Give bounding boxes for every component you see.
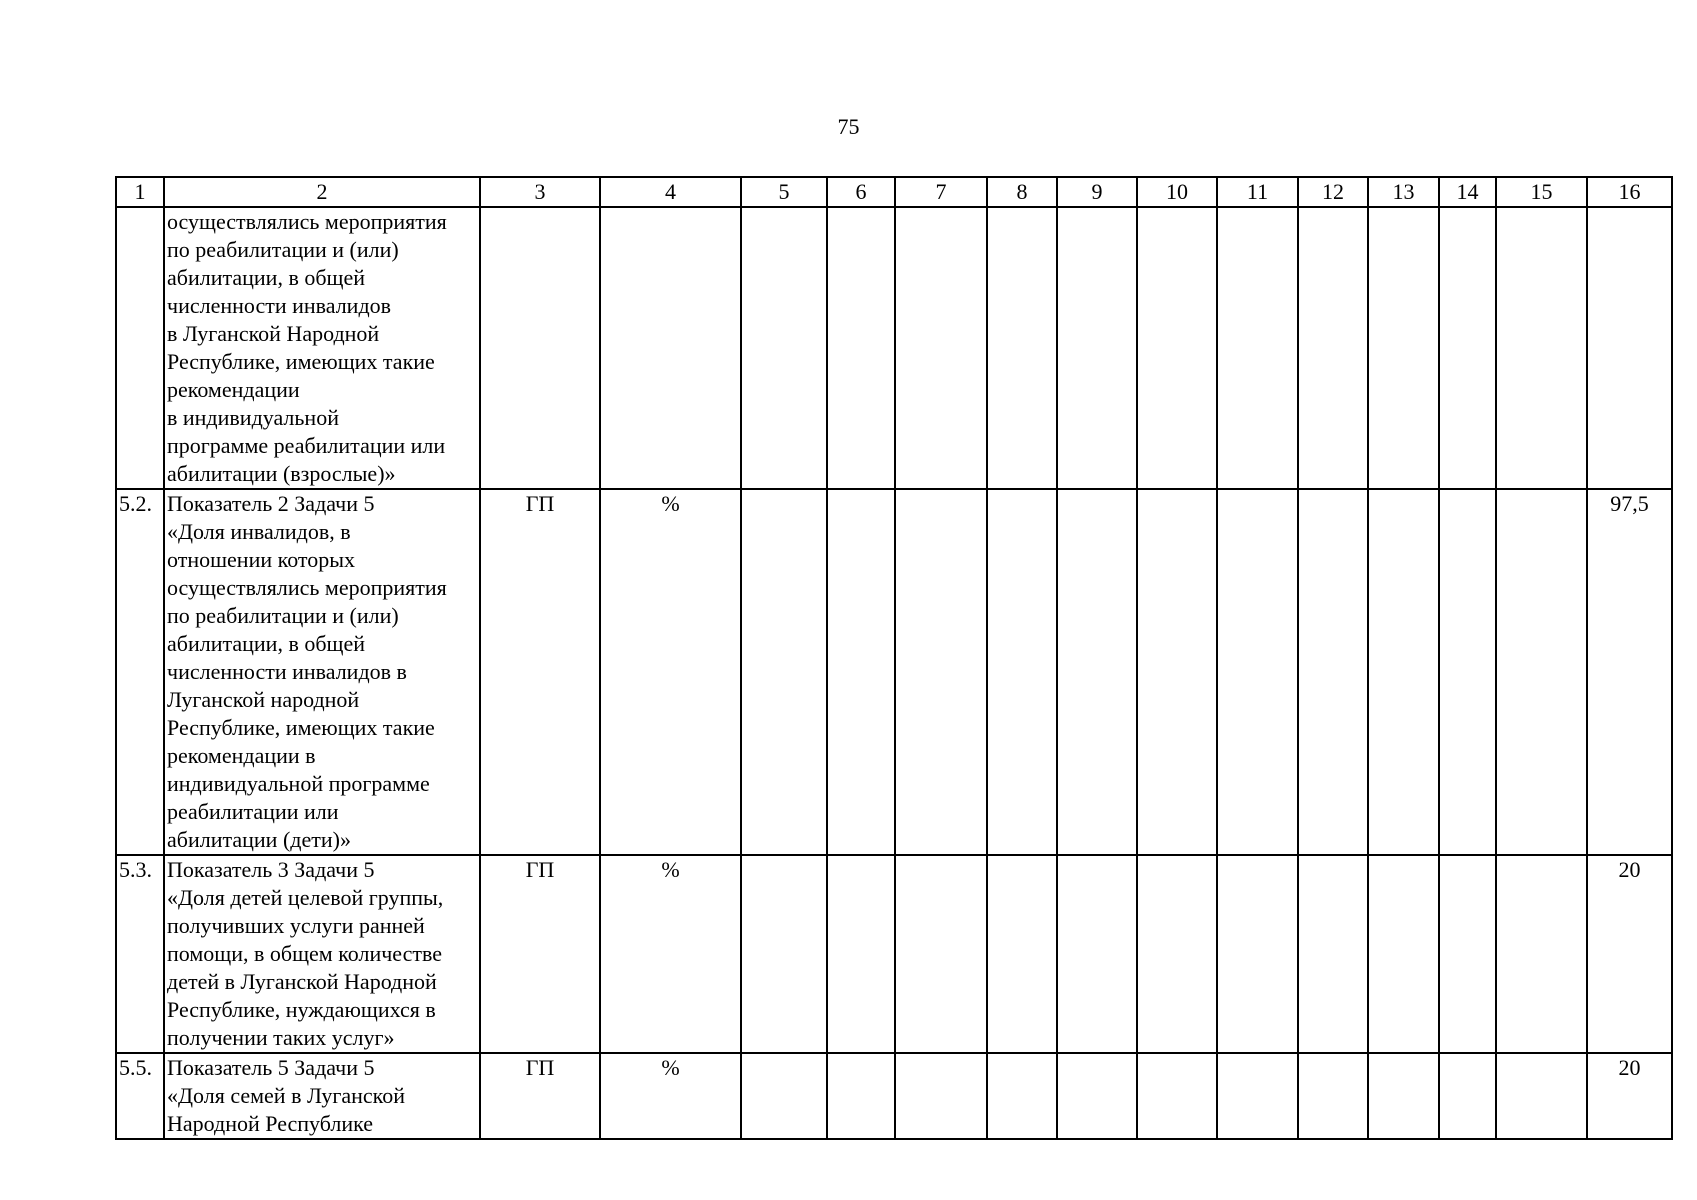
empty-cell — [1217, 489, 1298, 855]
indicator-text: Показатель 3 Задачи 5 «Доля детей целевой группы, получивших услуги ранней помощи, в общем количестве детей в Луганской Народной Республике, нуждающихся в получении таких услуг» — [164, 855, 480, 1053]
header-cell: 8 — [987, 177, 1057, 207]
empty-cell — [1298, 855, 1368, 1053]
header-cell: 14 — [1439, 177, 1496, 207]
empty-cell — [827, 207, 895, 489]
header-cell: 13 — [1368, 177, 1439, 207]
empty-cell — [827, 489, 895, 855]
empty-cell — [1057, 207, 1137, 489]
header-cell: 1 — [116, 177, 164, 207]
empty-cell — [1439, 207, 1496, 489]
empty-cell — [1137, 489, 1217, 855]
header-cell: 15 — [1496, 177, 1587, 207]
empty-cell — [1057, 489, 1137, 855]
indicator-text: Показатель 5 Задачи 5 «Доля семей в Луганской Народной Республике — [164, 1053, 480, 1139]
unit-cell: % — [600, 855, 741, 1053]
empty-cell — [1496, 1053, 1587, 1139]
header-cell: 3 — [480, 177, 600, 207]
empty-cell — [1298, 207, 1368, 489]
empty-cell — [1217, 1053, 1298, 1139]
empty-cell — [987, 489, 1057, 855]
row-number: 5.5. — [116, 1053, 164, 1139]
empty-cell — [1368, 207, 1439, 489]
header-cell: 9 — [1057, 177, 1137, 207]
empty-cell — [1496, 489, 1587, 855]
empty-cell — [1217, 207, 1298, 489]
value-cell — [1587, 207, 1672, 489]
empty-cell — [1298, 489, 1368, 855]
empty-cell — [987, 855, 1057, 1053]
empty-cell — [895, 207, 987, 489]
program-cell: ГП — [480, 1053, 600, 1139]
header-cell: 16 — [1587, 177, 1672, 207]
empty-cell — [1496, 207, 1587, 489]
empty-cell — [1368, 855, 1439, 1053]
row-number — [116, 207, 164, 489]
empty-cell — [1137, 1053, 1217, 1139]
value-cell: 20 — [1587, 855, 1672, 1053]
empty-cell — [1057, 1053, 1137, 1139]
value-cell: 97,5 — [1587, 489, 1672, 855]
empty-cell — [1137, 855, 1217, 1053]
empty-cell — [827, 1053, 895, 1139]
empty-cell — [1439, 1053, 1496, 1139]
table-row — [116, 207, 1672, 489]
row-number: 5.2. — [116, 489, 164, 855]
empty-cell — [987, 1053, 1057, 1139]
empty-cell — [741, 207, 827, 489]
empty-cell — [741, 1053, 827, 1139]
page-number: 75 — [837, 114, 860, 139]
empty-cell — [1439, 855, 1496, 1053]
header-cell: 2 — [164, 177, 480, 207]
empty-cell — [741, 855, 827, 1053]
indicator-text: Показатель 2 Задачи 5 «Доля инвалидов, в отношении которых осуществлялись мероприятия по реабилитации и (или) абилитации, в общей численности инвалидов в Луганской народной Республике, имеющих такие рекомендации в индивидуальной программе реабилитации или абилитации (дети)» — [164, 489, 480, 855]
program-cell: ГП — [480, 855, 600, 1053]
empty-cell — [987, 207, 1057, 489]
empty-cell — [895, 855, 987, 1053]
empty-cell — [1368, 489, 1439, 855]
header-cell: 10 — [1137, 177, 1217, 207]
header-row — [116, 177, 1672, 207]
empty-cell — [1298, 1053, 1368, 1139]
empty-cell — [827, 855, 895, 1053]
empty-cell — [895, 489, 987, 855]
header-cell: 4 — [600, 177, 741, 207]
table-row — [116, 855, 1672, 1053]
indicator-text: осуществлялись мероприятия по реабилитации и (или) абилитации, в общей численности инвалидов в Луганской Народной Республике, имеющих такие рекомендации в индивидуальной программе реабилитации или абилитации (взрослые)» — [164, 207, 480, 489]
unit-cell — [600, 207, 741, 489]
empty-cell — [1439, 489, 1496, 855]
empty-cell — [1496, 855, 1587, 1053]
indicator-table — [115, 176, 1673, 1140]
table-row — [116, 1053, 1672, 1139]
header-cell: 7 — [895, 177, 987, 207]
table-row — [116, 489, 1672, 855]
header-cell: 12 — [1298, 177, 1368, 207]
header-cell: 5 — [741, 177, 827, 207]
unit-cell: % — [600, 489, 741, 855]
value-cell: 20 — [1587, 1053, 1672, 1139]
empty-cell — [1217, 855, 1298, 1053]
row-number: 5.3. — [116, 855, 164, 1053]
program-cell: ГП — [480, 489, 600, 855]
empty-cell — [1137, 207, 1217, 489]
header-cell: 11 — [1217, 177, 1298, 207]
header-cell: 6 — [827, 177, 895, 207]
program-cell — [480, 207, 600, 489]
unit-cell: % — [600, 1053, 741, 1139]
empty-cell — [1057, 855, 1137, 1053]
empty-cell — [1368, 1053, 1439, 1139]
empty-cell — [895, 1053, 987, 1139]
empty-cell — [741, 489, 827, 855]
